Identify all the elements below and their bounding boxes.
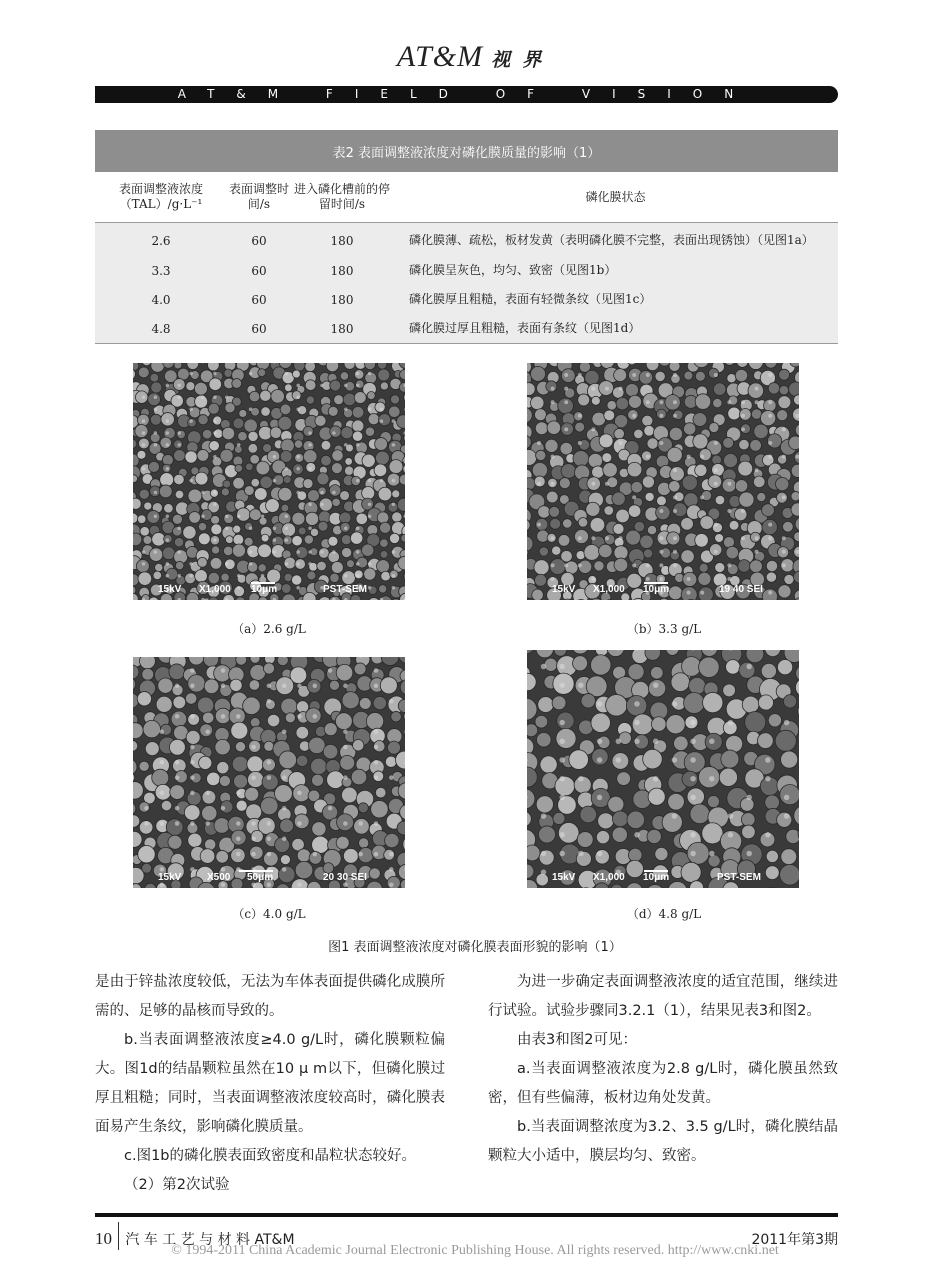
cell-conc: 2.6 [95, 223, 227, 257]
cell-stay-time: 180 [291, 285, 393, 314]
paragraph: 为进一步确定表面调整液浓度的适宜范围，继续进行试验。试验步骤同3.2.1（1），结果见表3和图2。 [488, 974, 838, 1019]
cell-stay-time: 180 [291, 256, 393, 285]
sem-mag: X1,000 [199, 584, 231, 595]
sem-tag: 20 30 SEI [323, 872, 367, 883]
sem-mag: X1,000 [593, 872, 625, 883]
cell-adjust-time: 60 [227, 314, 291, 344]
col-header-stay-time: 进入磷化槽前的停留时间/s [291, 172, 393, 223]
cell-state: 磷化膜呈灰色，均匀、致密（见图1b） [393, 256, 838, 285]
caption-d: （d）4.8 g/L [626, 907, 702, 921]
figure-caption: 图1 表面调整液浓度对磷化膜表面形貌的影响（1） [328, 940, 622, 955]
right-column [488, 968, 838, 1171]
col-header-film-state: 磷化膜状态 [393, 172, 838, 223]
sem-info [527, 869, 799, 883]
sem-texture [527, 650, 799, 888]
sem-scale: 10μm [251, 584, 278, 595]
sem-image-a [133, 363, 405, 600]
page-number: 10 [95, 1229, 112, 1248]
col-header-adjust-time: 表面调整时间/s [227, 172, 291, 223]
cell-conc: 4.8 [95, 314, 227, 344]
sem-kv: 15kV [158, 584, 182, 595]
sem-info [133, 869, 405, 883]
sem-scale: 50μm [247, 872, 274, 883]
section-heading: （2）第2次试验 [124, 1177, 230, 1193]
cell-state: 磷化膜过厚且粗糙，表面有条纹（见图1d） [393, 314, 838, 344]
table-row [95, 285, 838, 314]
paragraph: b.当表面调整浓度为3.2、3.5 g/L时，磷化膜结晶颗粒大小适中，膜层均匀、致密。 [488, 1119, 838, 1164]
caption-b: （b）3.3 g/L [626, 622, 702, 636]
sem-texture [133, 657, 405, 888]
cell-adjust-time: 60 [227, 256, 291, 285]
cell-state: 磷化膜薄、疏松，板材发黄（表明磷化膜不完整，表面出现锈蚀）（见图1a） [393, 223, 838, 257]
left-column [95, 968, 445, 1200]
brand-logo: AT&M [396, 40, 484, 73]
cell-adjust-time: 60 [227, 223, 291, 257]
footer-rule [95, 1213, 838, 1217]
sem-scale: 10μm [643, 584, 670, 595]
sem-texture [133, 363, 405, 600]
header-bar: AT&M FIELD OF VISION [95, 86, 838, 103]
sem-info [133, 581, 405, 595]
paragraph: c.图1b的磷化膜表面致密度和晶粒状态较好。 [124, 1148, 417, 1164]
cell-conc: 3.3 [95, 256, 227, 285]
journal-name: 汽 车 工 艺 与 材 料 AT&M [125, 1232, 295, 1248]
table-row [95, 314, 838, 344]
sem-tag: PST-SEM [717, 872, 761, 883]
table-row [95, 223, 838, 257]
sem-tag: 19 40 SEI [719, 584, 763, 595]
cell-stay-time: 180 [291, 223, 393, 257]
cell-conc: 4.0 [95, 285, 227, 314]
issue-label: 2011年第3期 [751, 1232, 838, 1248]
col-header-concentration: 表面调整液浓度（TAL）/g·L⁻¹ [95, 172, 227, 223]
sem-scale: 10μm [643, 872, 670, 883]
paragraph: 是由于锌盐浓度较低，无法为车体表面提供磷化成膜所需的、足够的晶核而导致的。 [95, 974, 445, 1019]
caption-a: （a）2.6 g/L [232, 622, 306, 636]
sem-image-d [527, 650, 799, 888]
sem-kv: 15kV [552, 872, 576, 883]
paragraph: a.当表面调整液浓度为2.8 g/L时，磷化膜虽然致密，但有些偏薄，板材边角处发黄。 [488, 1061, 838, 1106]
caption-c: （c）4.0 g/L [232, 907, 306, 921]
paragraph: b.当表面调整液浓度≥4.0 g/L时，磷化膜颗粒偏大。图1d的结晶颗粒虽然在10 μ m以下，但磷化膜过厚且粗糙；同时，当表面调整液浓度较高时，磷化膜表面易产生条纹，影响磷化膜质量。 [95, 1032, 445, 1135]
paragraph: 由表3和图2可见： [517, 1032, 637, 1048]
sem-tag: PST-SEM [323, 584, 367, 595]
copyright-watermark: © 1994-2011 China Academic Journal Electronic Publishing House. All rights reserved. http://www.cnki.net [171, 1243, 779, 1258]
cell-adjust-time: 60 [227, 285, 291, 314]
table-2 [95, 130, 838, 344]
sem-image-b [527, 363, 799, 600]
table-title: 表2 表面调整液浓度对磷化膜质量的影响（1） [95, 130, 838, 172]
sem-kv: 15kV [158, 872, 182, 883]
cell-stay-time: 180 [291, 314, 393, 344]
cell-state: 磷化膜厚且粗糙，表面有轻微条纹（见图1c） [393, 285, 838, 314]
sem-image-c [133, 657, 405, 888]
sem-kv: 15kV [552, 584, 576, 595]
table-row [95, 256, 838, 285]
journal-brand [0, 40, 950, 74]
sem-info [527, 581, 799, 595]
brand-chinese: 视界 [491, 49, 554, 71]
sem-mag: X500 [207, 872, 231, 883]
sem-texture [527, 363, 799, 600]
sem-mag: X1,000 [593, 584, 625, 595]
